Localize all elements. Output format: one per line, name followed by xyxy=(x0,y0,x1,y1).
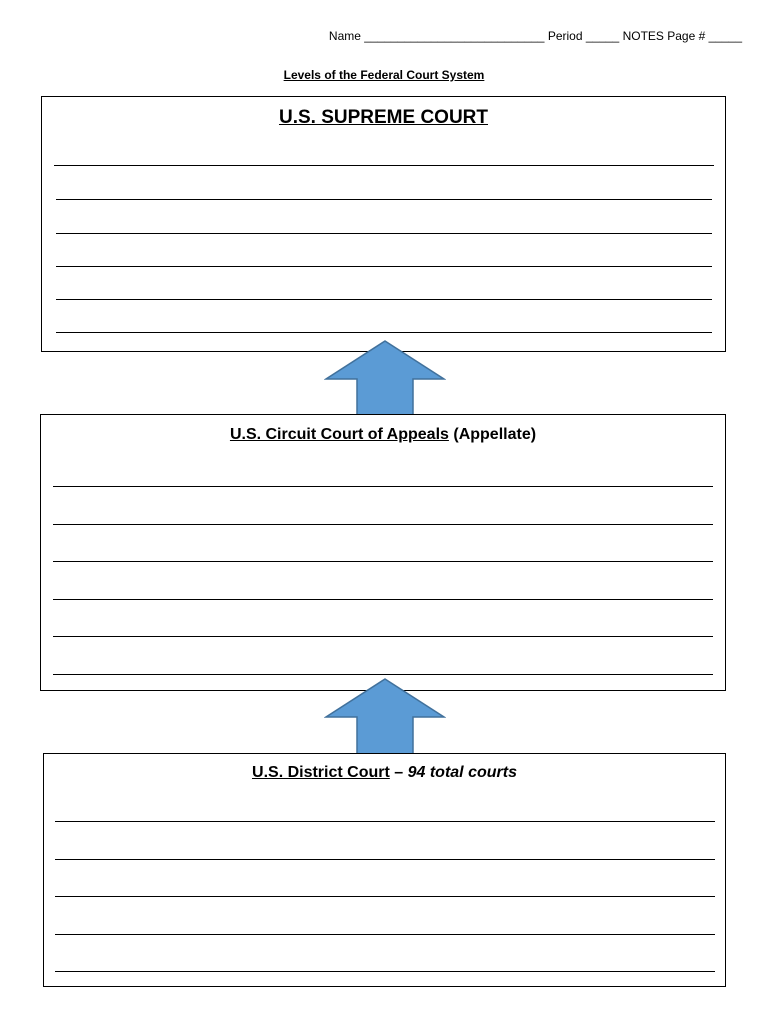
district-court-count: 94 total courts xyxy=(407,764,517,781)
period-blank[interactable]: _____ xyxy=(585,29,620,43)
writing-line[interactable] xyxy=(54,165,714,166)
writing-line[interactable] xyxy=(53,486,713,487)
writing-line[interactable] xyxy=(53,674,713,675)
up-arrow-icon xyxy=(324,678,446,756)
writing-line[interactable] xyxy=(55,821,715,822)
document-title: Levels of the Federal Court System xyxy=(283,68,485,82)
circuit-court-suffix: (Appellate) xyxy=(448,426,537,443)
supreme-court-title: U.S. SUPREME COURT xyxy=(278,107,489,128)
writing-line[interactable] xyxy=(53,599,713,600)
circuit-court-title xyxy=(41,426,725,444)
circuit-court-name: U.S. Circuit Court of Appeals xyxy=(229,426,449,443)
writing-line[interactable] xyxy=(56,266,712,267)
up-arrow-icon xyxy=(324,340,446,418)
writing-line[interactable] xyxy=(53,636,713,637)
writing-line[interactable] xyxy=(53,561,713,562)
period-label: Period xyxy=(547,29,583,43)
student-info-header xyxy=(329,29,742,43)
writing-line[interactable] xyxy=(55,896,715,897)
writing-line[interactable] xyxy=(56,299,712,300)
writing-line[interactable] xyxy=(56,233,712,234)
notes-page-label: NOTES Page # xyxy=(622,29,706,43)
district-court-name: U.S. District Court xyxy=(252,764,390,781)
writing-line[interactable] xyxy=(55,934,715,935)
writing-line[interactable] xyxy=(56,199,712,200)
supreme-court-box xyxy=(41,96,726,352)
circuit-court-box xyxy=(40,414,726,691)
writing-line[interactable] xyxy=(53,524,713,525)
district-court-dash: – xyxy=(389,764,408,781)
district-court-title xyxy=(44,764,725,782)
name-label: Name xyxy=(328,29,361,43)
district-court-box xyxy=(43,753,726,987)
writing-line[interactable] xyxy=(55,971,715,972)
notes-page-blank[interactable]: _____ xyxy=(708,29,742,43)
writing-line[interactable] xyxy=(56,332,712,333)
writing-line[interactable] xyxy=(55,859,715,860)
name-blank[interactable]: ___________________________ xyxy=(364,29,545,43)
